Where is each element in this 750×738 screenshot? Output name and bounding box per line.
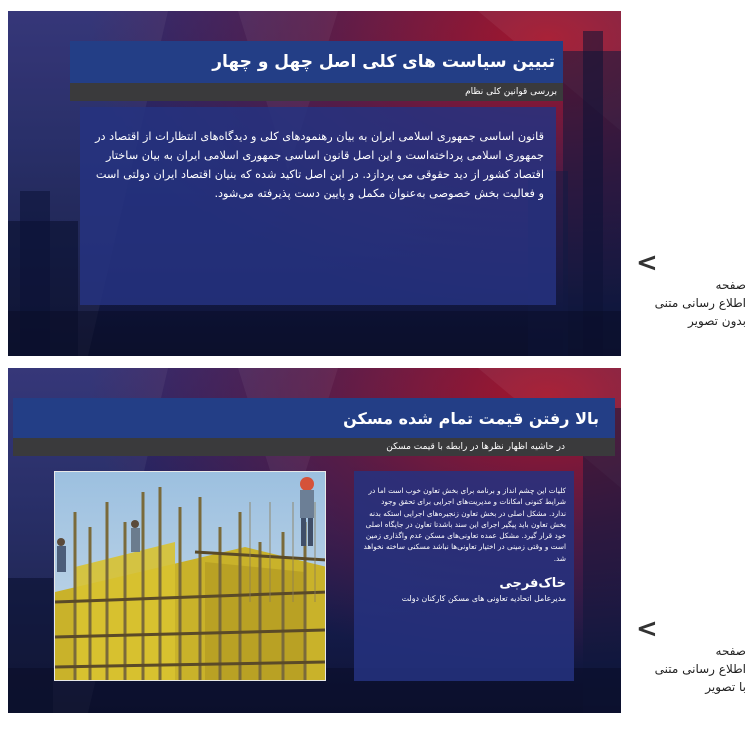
construction-scaffold-image bbox=[55, 472, 326, 681]
chevron-left-icon: < bbox=[636, 614, 658, 644]
body-text: کلیات این چشم انداز و برنامه برای بخش تعاون خوب است اما در شرایط کنونی امکانات و مدیریت‌های اجرایی برای تحقق وجود ندارد. مشکل اصلی در بخش تعاون زنجیره‌های اجرایی استکه بدنه بخش تعاون باید پیگیر اجرای این سند باشدتا تعاون در جایگاه اصلی خود قرار گیرد. مشکل عمده تعاونی‌های مسکن عدم واگذاری زمین است و وقتی زمینی در اختیار تعاونی‌ها نباشد مسکنی ساخته نخواهد شد. bbox=[363, 486, 566, 563]
label-line-3: بدون تصویر bbox=[688, 314, 746, 328]
content-panel bbox=[80, 107, 556, 305]
template-label-text-only bbox=[634, 250, 746, 330]
content-panel bbox=[354, 471, 574, 681]
author-role: مدیرعامل اتحادیه تعاونی های مسکن کارکنان دولت bbox=[401, 594, 566, 604]
slide-text-with-image bbox=[8, 368, 621, 713]
label-line-1: صفحه bbox=[715, 644, 746, 658]
slide-title: تبیین سیاست های کلی اصل چهل و چهار bbox=[70, 41, 563, 83]
slide-text-only bbox=[8, 11, 621, 356]
label-line-1: صفحه bbox=[715, 278, 746, 292]
slide-subtitle: بررسی قوانین کلی نظام bbox=[70, 83, 563, 101]
label-line-3: با تصویر bbox=[705, 680, 746, 694]
body-text: قانون اساسی جمهوری اسلامی ایران به بیان رهنمودهای کلی و دیدگاه‌های انتظارات از اقتصاد در جمهوری اسلامی پرداخته‌است و این اصل قانون اساسی جمهوری اسلامی ایران به بیان ساختار اقتصاد کشور از دید حقوقی می پردازد. در این اصل تاکید شده که بنیان اقتصاد ایران دولتی است و فعالیت بخش خصوصی به‌عنوان مکمل و پایین دست پذیرفته می‌شود. bbox=[95, 130, 544, 200]
slide-title: بالا رفتن قیمت تمام شده مسکن bbox=[13, 398, 615, 438]
slide-subtitle: در حاشیه اظهار نظرها در رابطه با قیمت مسکن bbox=[13, 438, 615, 456]
label-line-2: اطلاع رسانی متنی bbox=[654, 296, 746, 310]
template-label-with-image bbox=[634, 616, 746, 696]
author-name: خاک‌فرجی bbox=[499, 576, 566, 592]
construction-photo bbox=[54, 471, 326, 681]
label-line-2: اطلاع رسانی متنی bbox=[654, 662, 746, 676]
chevron-left-icon: < bbox=[636, 248, 658, 278]
